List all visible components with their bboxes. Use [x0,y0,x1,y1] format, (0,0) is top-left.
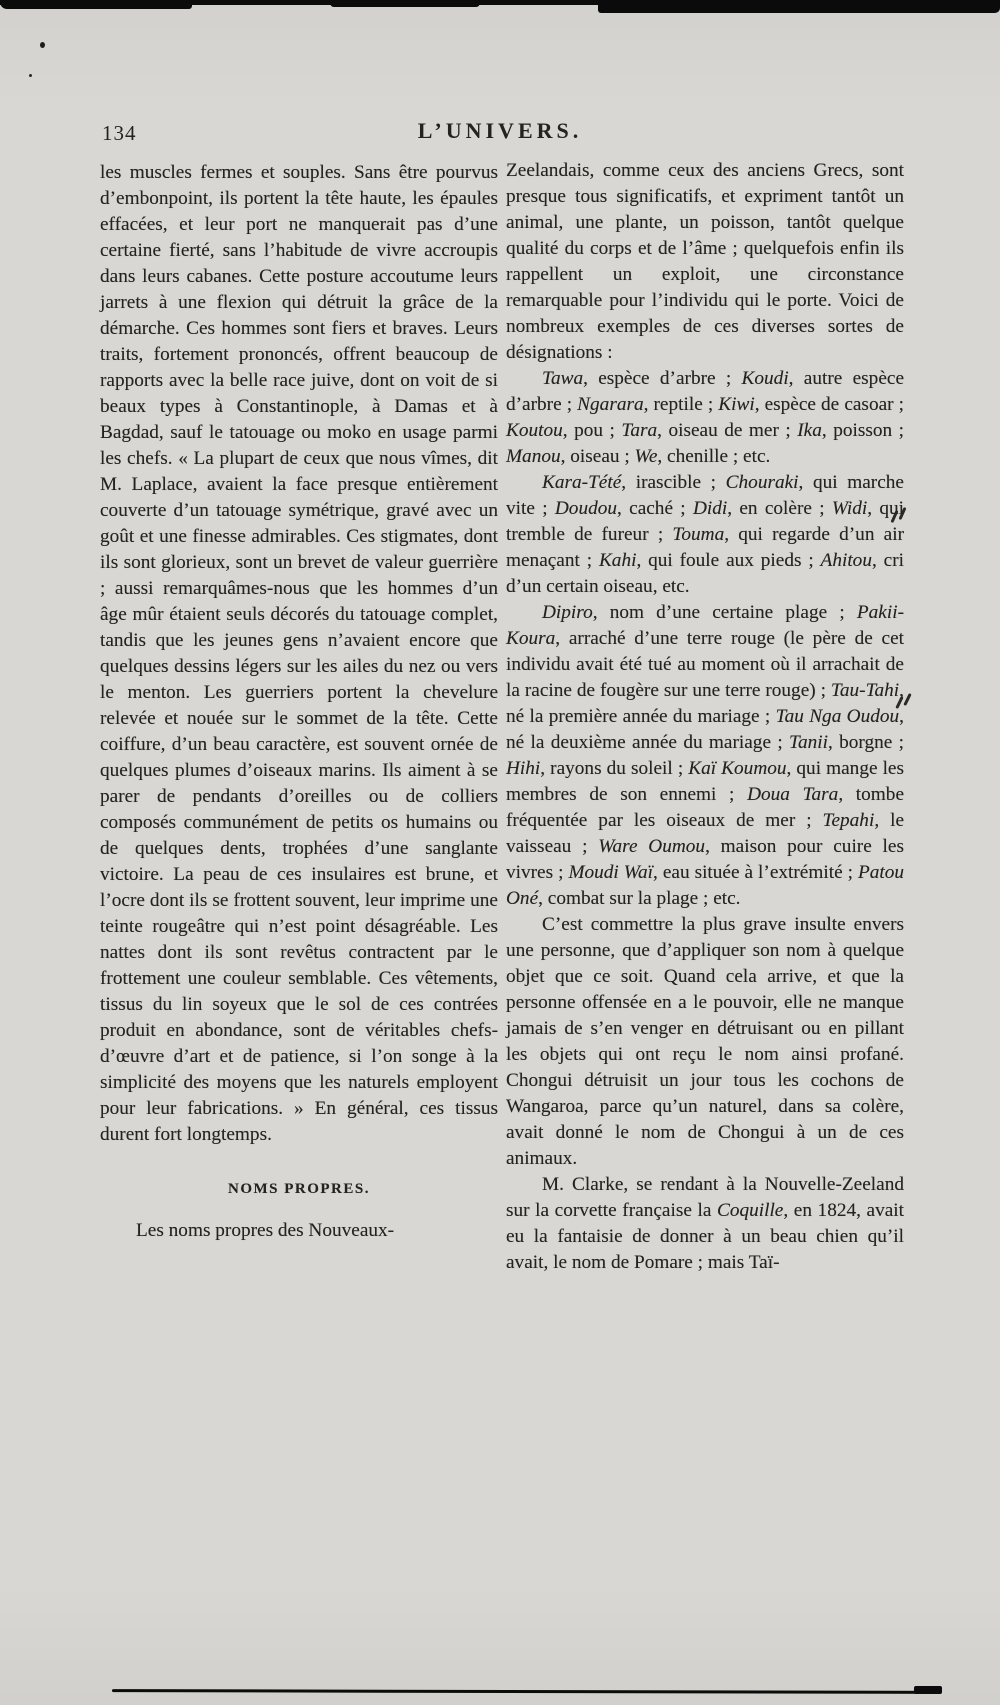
paragraph-zeelandais-continuation: Zeelandais, comme ceux des anciens Grecs, sont presque tous significatifs, et expriment tantôt un animal, une plante, un poisson, tantôt quelque qualité du corps et de l’âme ; quelquefois enfin ils rappellent un exploit, une circonstance remarquable pour l’individu qui le porte. Voici de nombreux exemples de ces diverses sortes de désignations : [506,160,904,363]
bottom-edge-artifact [112,1689,940,1694]
top-edge-artifact-middle [330,0,480,7]
paragraph-clarke-anecdote: M. Clarke, se rendant à la Nouvelle-Zeeland sur la corvette française la Coquille, en 1824, avait eu la fantaisie de donner à un beau chien qu’il avait, le nom de Pomare ; mais Taï- [506,1174,904,1273]
section-heading-noms-propres: NOMS PROPRES. [227,1181,370,1197]
running-title: L’UNIVERS. [417,118,583,143]
top-edge-artifact-left [0,0,192,9]
paragraph-names-events: Dipiro, nom d’une certaine plage ; Pakii-Koura, arraché d’une terre rouge (le père de cet individu avait été tué au moment où il arrachait de la racine de fougère sur une terre rouge) ; Tau-Tahi, né la première année du mariage ; Tau Nga Oudou, né la deuxième année du mariage ; Tanii, borgne ; Hihi, rayons du soleil ; Kaï Koumou, qui mange les membres de son ennemi ; Doua Tara, tombe fréquentée par les oiseaux de mer ; Tepahi, le vaisseau ; Ware Oumou, maison pour cuire les vivres ; Moudi Waï, eau située à l’extrémité ; Patou Oné, combat sur la plage ; etc. [506,602,905,909]
ink-speck [40,42,45,48]
ink-speck [29,74,32,77]
top-edge-artifact-right [598,0,1000,13]
page-number: 134 [102,121,137,145]
page-header [100,118,900,150]
paragraph-names-trees-animals: Tawa, espèce d’arbre ; Koudi, autre espèce d’arbre ; Ngarara, reptile ; Kiwi, espèce de casoar ; Koutou, pou ; Tara, oiseau de mer ; Ika, poisson ; Manou, oiseau ; We, chenille ; etc. [506,368,905,467]
paragraph-names-character: Kara-Tété, irascible ; Chouraki, qui marche vite ; Doudou, caché ; Didi, en colère ; Widi, qui tremble de fureur ; Touma, qui regarde d’un air menaçant ; Kahi, qui foule aux pieds ; Ahitou, cri d’un certain oiseau, etc. [506,472,905,597]
left-column [100,160,498,1244]
right-column [506,158,904,1276]
paragraph-noms-propres-intro: Les noms propres des Nouveaux- [136,1220,395,1241]
bottom-edge-artifact-blob [914,1686,942,1694]
paragraph-name-insult: C’est commettre la plus grave insulte envers une personne, que d’appliquer son nom à quelque objet que ce soit. Quand cela arrive, et que la personne offensée en a le pouvoir, elle ne manque jamais de s’en venger en détruisant ou en pillant les objets qui ont reçu le nom ainsi profané. Chongui détruisit un jour tous les cochons de Wangaroa, parce qu’un naturel, dans sa colère, avait donné le nom de Chongui à un de ces animaux. [506,914,904,1169]
margin-pen-mark [903,693,911,706]
paragraph-body-continuation: les muscles fermes et souples. Sans être pourvus d’embonpoint, ils portent la tête haute, les épaules effacées, et leur port ne manquerait pas d’une certaine fierté, sans l’habitude de vivre accroupis dans leurs cabanes. Cette posture accoutume leurs jarrets à une flexion qui détruit la grâce de la démarche. Ces hommes sont fiers et braves. Leurs traits, fortement prononcés, offrent beaucoup de rapports avec la belle race juive, dont on voit de si beaux types à Constantinople, à Damas et à Bagdad, sauf le tatouage ou moko en usage parmi les chefs. « La plupart de ceux que nous vîmes, dit M. Laplace, avaient la face presque entièrement couverte d’un tatouage symétrique, gravé avec un goût et une finesse admirables. Ces stigmates, dont ils sont glorieux, sont un brevet de valeur guerrière ; aussi remarquâmes-nous que les hommes d’un âge mûr étaient seuls décorés du tatouage complet, tandis que les jeunes gens n’avaient encore que quelques dessins légers sur les ailes du nez ou vers le menton. Les guerriers portent la chevelure relevée et nouée sur le sommet de la tête. Cette coiffure, d’un beau caractère, est souvent ornée de quelques plumes d’oiseaux marins. Ils aiment à se parer de pendants d’oreilles ou de colliers composés communément de petits os humains ou de quelques dents, trophées d’une sanglante victoire. La peau de ces insulaires est brune, et l’ocre dont ils se frottent souvent, leur imprime une teinte rougeâtre qui n’est point désagréable. Les nattes dont ils sont revêtus contractent par le frottement une couleur semblable. Ces vêtements, tissus du lin soyeux que le sol de ces contrées produit en abondance, sont de véritables chefs-d’œuvre d’art et de patience, si l’on songe à la simplicité des moyens que les naturels employent pour leur fabrications. » En général, ces tissus durent fort longtemps. [100,162,498,1145]
